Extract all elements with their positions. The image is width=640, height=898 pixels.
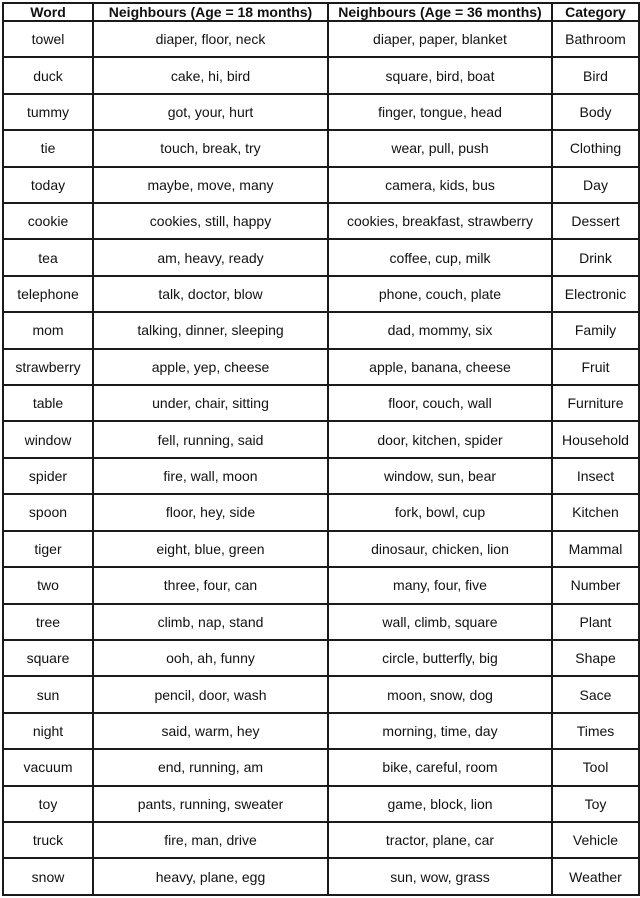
cell-category: Times: [552, 713, 639, 749]
cell-word: sun: [3, 676, 93, 712]
table-row: [3, 713, 639, 749]
cell-word: snow: [3, 858, 93, 895]
cell-category: Vehicle: [552, 822, 639, 858]
cell-neighbours-18: pencil, door, wash: [93, 676, 328, 712]
cell-category: Clothing: [552, 130, 639, 166]
cell-neighbours-36: phone, couch, plate: [328, 276, 552, 312]
cell-neighbours-18: talk, doctor, blow: [93, 276, 328, 312]
cell-category: Plant: [552, 604, 639, 640]
word-neighbours-table: [2, 2, 640, 896]
table-row: [3, 167, 639, 203]
cell-word: today: [3, 167, 93, 203]
cell-neighbours-36: fork, bowl, cup: [328, 494, 552, 530]
cell-word: truck: [3, 822, 93, 858]
cell-category: Bird: [552, 57, 639, 93]
cell-category: Bathroom: [552, 21, 639, 57]
cell-neighbours-36: apple, banana, cheese: [328, 349, 552, 385]
cell-neighbours-18: heavy, plane, egg: [93, 858, 328, 895]
cell-word: spoon: [3, 494, 93, 530]
header-neighbours-18-months: Neighbours (Age = 18 months): [93, 3, 328, 21]
cell-category: Sace: [552, 676, 639, 712]
table-row: [3, 130, 639, 166]
table-row: [3, 858, 639, 895]
cell-category: Drink: [552, 239, 639, 275]
header-word: Word: [3, 3, 93, 21]
cell-neighbours-36: square, bird, boat: [328, 57, 552, 93]
table-row: [3, 822, 639, 858]
cell-word: spider: [3, 458, 93, 494]
cell-neighbours-36: many, four, five: [328, 567, 552, 603]
cell-neighbours-18: three, four, can: [93, 567, 328, 603]
table-row: [3, 421, 639, 457]
cell-category: Family: [552, 312, 639, 348]
table-row: [3, 57, 639, 93]
cell-category: Furniture: [552, 385, 639, 421]
cell-category: Dessert: [552, 203, 639, 239]
cell-neighbours-36: sun, wow, grass: [328, 858, 552, 895]
cell-neighbours-18: talking, dinner, sleeping: [93, 312, 328, 348]
cell-category: Fruit: [552, 349, 639, 385]
cell-neighbours-36: wall, climb, square: [328, 604, 552, 640]
cell-neighbours-36: finger, tongue, head: [328, 94, 552, 130]
table-row: [3, 312, 639, 348]
cell-category: Body: [552, 94, 639, 130]
table-row: [3, 385, 639, 421]
table-row: [3, 676, 639, 712]
cell-word: strawberry: [3, 349, 93, 385]
cell-neighbours-36: game, block, lion: [328, 786, 552, 822]
header-row: [3, 3, 639, 21]
cell-neighbours-18: eight, blue, green: [93, 531, 328, 567]
cell-neighbours-36: floor, couch, wall: [328, 385, 552, 421]
cell-neighbours-18: ooh, ah, funny: [93, 640, 328, 676]
table-row: [3, 276, 639, 312]
cell-word: tree: [3, 604, 93, 640]
cell-neighbours-18: climb, nap, stand: [93, 604, 328, 640]
cell-neighbours-36: dinosaur, chicken, lion: [328, 531, 552, 567]
cell-word: two: [3, 567, 93, 603]
cell-word: window: [3, 421, 93, 457]
cell-neighbours-36: window, sun, bear: [328, 458, 552, 494]
cell-neighbours-18: apple, yep, cheese: [93, 349, 328, 385]
header-category: Category: [552, 3, 639, 21]
cell-category: Day: [552, 167, 639, 203]
cell-word: mom: [3, 312, 93, 348]
cell-neighbours-18: under, chair, sitting: [93, 385, 328, 421]
cell-neighbours-36: morning, time, day: [328, 713, 552, 749]
cell-category: Tool: [552, 749, 639, 785]
cell-neighbours-18: am, heavy, ready: [93, 239, 328, 275]
cell-word: night: [3, 713, 93, 749]
table-row: [3, 786, 639, 822]
cell-neighbours-36: door, kitchen, spider: [328, 421, 552, 457]
cell-category: Electronic: [552, 276, 639, 312]
table-row: [3, 494, 639, 530]
cell-neighbours-18: touch, break, try: [93, 130, 328, 166]
cell-word: vacuum: [3, 749, 93, 785]
cell-word: telephone: [3, 276, 93, 312]
cell-neighbours-18: cake, hi, bird: [93, 57, 328, 93]
cell-neighbours-18: floor, hey, side: [93, 494, 328, 530]
cell-word: tiger: [3, 531, 93, 567]
table-row: [3, 239, 639, 275]
cell-neighbours-18: diaper, floor, neck: [93, 21, 328, 57]
cell-neighbours-36: diaper, paper, blanket: [328, 21, 552, 57]
table-row: [3, 604, 639, 640]
cell-neighbours-18: fell, running, said: [93, 421, 328, 457]
cell-neighbours-36: cookies, breakfast, strawberry: [328, 203, 552, 239]
cell-neighbours-18: cookies, still, happy: [93, 203, 328, 239]
cell-neighbours-36: circle, butterfly, big: [328, 640, 552, 676]
cell-neighbours-18: fire, wall, moon: [93, 458, 328, 494]
cell-neighbours-36: camera, kids, bus: [328, 167, 552, 203]
cell-category: Number: [552, 567, 639, 603]
header-neighbours-36-months: Neighbours (Age = 36 months): [328, 3, 552, 21]
table-row: [3, 640, 639, 676]
cell-neighbours-36: bike, careful, room: [328, 749, 552, 785]
table-row: [3, 531, 639, 567]
cell-neighbours-36: coffee, cup, milk: [328, 239, 552, 275]
cell-neighbours-36: tractor, plane, car: [328, 822, 552, 858]
cell-category: Mammal: [552, 531, 639, 567]
cell-neighbours-18: fire, man, drive: [93, 822, 328, 858]
cell-category: Kitchen: [552, 494, 639, 530]
cell-word: table: [3, 385, 93, 421]
cell-word: square: [3, 640, 93, 676]
cell-neighbours-18: pants, running, sweater: [93, 786, 328, 822]
table-row: [3, 21, 639, 57]
table-row: [3, 94, 639, 130]
cell-neighbours-36: dad, mommy, six: [328, 312, 552, 348]
cell-word: towel: [3, 21, 93, 57]
cell-neighbours-36: wear, pull, push: [328, 130, 552, 166]
cell-neighbours-18: end, running, am: [93, 749, 328, 785]
table-row: [3, 458, 639, 494]
table-row: [3, 567, 639, 603]
cell-word: tummy: [3, 94, 93, 130]
table-row: [3, 349, 639, 385]
cell-category: Toy: [552, 786, 639, 822]
table-row: [3, 749, 639, 785]
table-row: [3, 203, 639, 239]
cell-neighbours-18: maybe, move, many: [93, 167, 328, 203]
cell-category: Weather: [552, 858, 639, 895]
cell-neighbours-18: got, your, hurt: [93, 94, 328, 130]
cell-word: tie: [3, 130, 93, 166]
cell-neighbours-36: moon, snow, dog: [328, 676, 552, 712]
cell-category: Shape: [552, 640, 639, 676]
cell-word: tea: [3, 239, 93, 275]
cell-word: toy: [3, 786, 93, 822]
cell-category: Insect: [552, 458, 639, 494]
cell-neighbours-18: said, warm, hey: [93, 713, 328, 749]
cell-category: Household: [552, 421, 639, 457]
cell-word: cookie: [3, 203, 93, 239]
cell-word: duck: [3, 57, 93, 93]
